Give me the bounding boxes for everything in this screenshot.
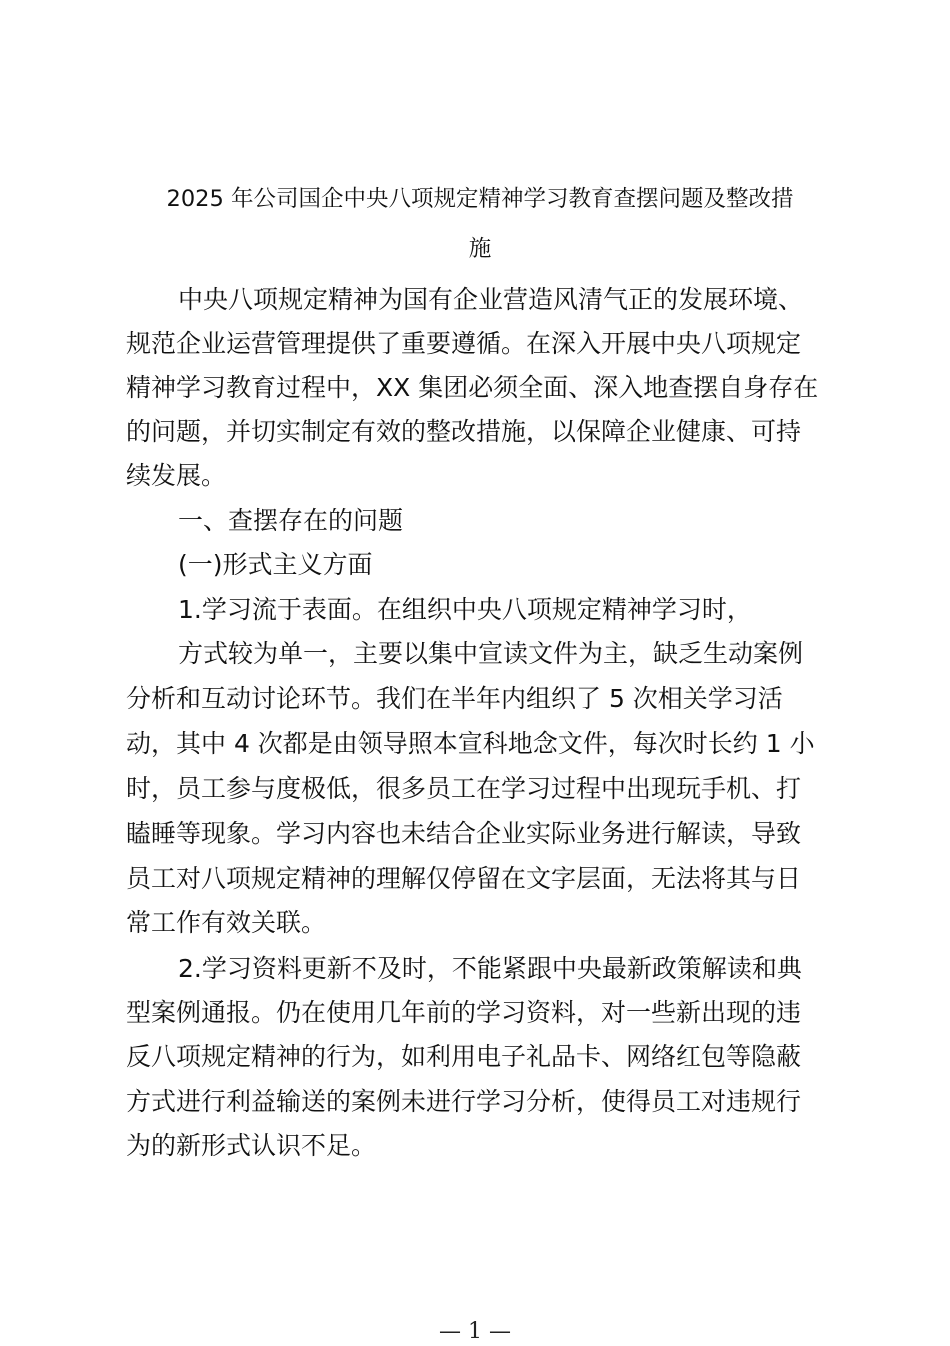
document-title-line-2: 施: [468, 236, 492, 262]
paragraph-line: 时，员工参与度极低，很多员工在学习过程中出现玩手机、打: [126, 774, 802, 803]
paragraph-line: 员工对八项规定精神的理解仅停留在文字层面，无法将其与日: [126, 864, 802, 893]
paragraph-line: 精神学习教育过程中，XX 集团必须全面、深入地查摆自身存在: [126, 373, 819, 402]
paragraph-line: 的问题，并切实制定有效的整改措施，以保障企业健康、可持: [126, 417, 802, 446]
paragraph-line: 规范企业运营管理提供了重要遵循。在深入开展中央八项规定: [126, 329, 802, 358]
paragraph-line: 动，其中 4 次都是由领导照本宣科地念文件，每次时长约 1 小: [126, 729, 815, 758]
page-number: — 1 —: [439, 1319, 511, 1344]
paragraph-line: 中央八项规定精神为国有企业营造风清气正的发展环境、: [178, 285, 804, 314]
paragraph-line: 1.学习流于表面。在组织中央八项规定精神学习时，: [178, 595, 752, 624]
subsection-heading: (一)形式主义方面: [178, 550, 373, 579]
paragraph-line: 反八项规定精神的行为，如利用电子礼品卡、网络红包等隐蔽: [126, 1042, 802, 1071]
paragraph-line: 常工作有效关联。: [126, 908, 327, 937]
paragraph-line: 2.学习资料更新不及时，不能紧跟中央最新政策解读和典: [178, 954, 802, 983]
paragraph-line: 续发展。: [126, 461, 227, 490]
section-heading: 一、查摆存在的问题: [178, 506, 404, 535]
paragraph-line: 型案例通报。仍在使用几年前的学习资料，对一些新出现的违: [126, 998, 802, 1027]
paragraph-line: 为的新形式认识不足。: [126, 1131, 377, 1160]
paragraph-line: 方式较为单一，主要以集中宣读文件为主，缺乏生动案例: [178, 639, 804, 668]
document-title-line-1: 2025 年公司国企中央八项规定精神学习教育查摆问题及整改措: [166, 186, 794, 212]
paragraph-line: 方式进行利益输送的案例未进行学习分析，使得员工对违规行: [126, 1087, 802, 1116]
paragraph-line: 分析和互动讨论环节。我们在半年内组织了 5 次相关学习活: [126, 684, 783, 713]
paragraph-line: 瞌睡等现象。学习内容也未结合企业实际业务进行解读，导致: [126, 819, 802, 848]
